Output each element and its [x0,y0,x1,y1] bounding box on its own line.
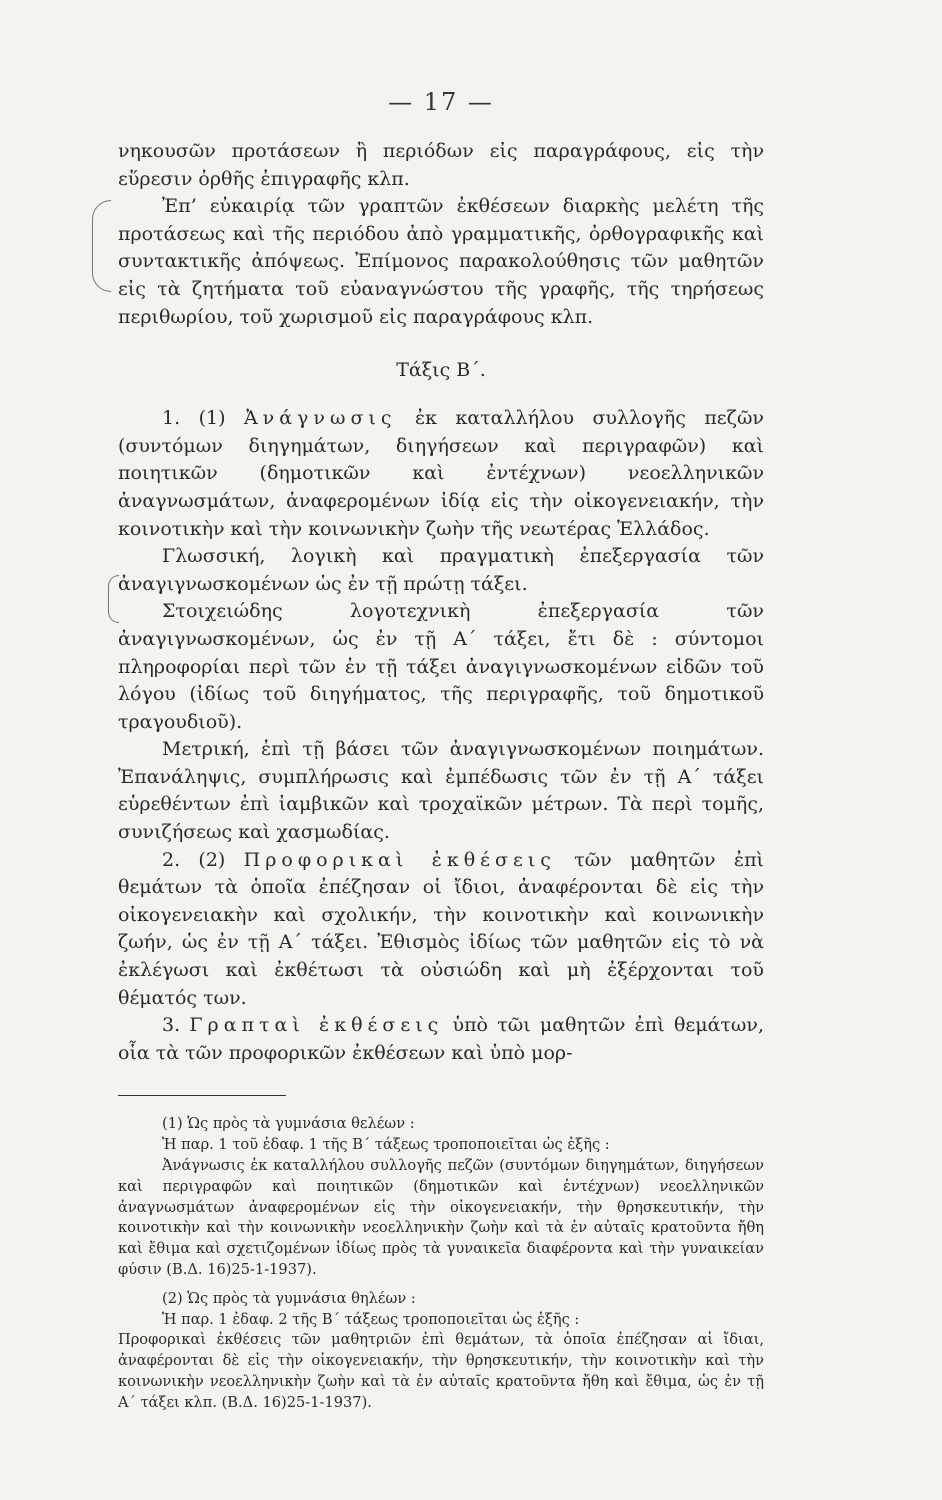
item-number: 1. (1) [162,407,226,430]
footnote-1-heading: (1) Ὡς πρὸς τὰ γυμνάσια θελέων : [162,1115,415,1133]
footnote-2-text: Προφορικαὶ ἐκθέσεις τῶν μαθητριῶν ἐπὶ θεμάτων, τὰ ὁποῖα ἐπέζησαν αἱ ἴδιαι, ἀναφέρονται δὲ εἰς τὴν οἰκογενειακήν, τὴν θρησκευτικήν, τὴν κοινοτικὴν καὶ τὴν κοινωνικὴν νεοελληνικὴν ζωὴν καὶ τὰ ἐν αὐταῖς κρατοῦντα ἤθη καὶ ἔθιμα, ὡς ἐν τῇ Α΄ τάξει κλπ. (Β.Δ. 16)25-1-1937). [118,1331,764,1411]
footnote-gap [118,1281,764,1289]
main-text [118,138,764,1067]
paragraph-written-essays: Ἐπ’ εὐκαιρίᾳ τῶν γραπτῶν ἐκθέσεων διαρκὴς μελέτη τῆς προτάσεως καὶ τῆς περιόδου ἀπὸ γραμματικῆς, ὀρθογραφικῆς καὶ συντακτικῆς ἀπόψεως. Ἐπίμονος παρακολούθησις τῶν μαθητῶν εἰς τὰ ζητήματα τοῦ εὐαναγνώστου τῆς γραφῆς, τῆς τηρήσεως περιθωρίου, τοῦ χωρισμοῦ εἰς παραγράφους κλπ. [118,195,764,328]
paragraph-reading [118,405,764,543]
paragraph-metrics: Μετρική, ἐπὶ τῇ βάσει τῶν ἀναγιγνωσκομένων ποιημάτων. Ἐπανάληψις, συμπλήρωσις καὶ ἐμπέδωσις τῶν ἐν τῇ Α΄ τάξει εὑρεθέντων ἐπὶ ἰαμβικῶν καὶ τροχαϊκῶν μέτρων. Τὰ περὶ τομῆς, συνιζήσεως καὶ χασμωδίας. [118,738,764,844]
paragraph-literary-processing: Στοιχειώδης λογοτεχνικὴ ἐπεξεργασία τῶν ἀναγιγνωσκομένων, ὡς ἐν τῇ Α΄ τάξει, ἔτι δὲ : σύντομοι πληροφορίαι περὶ τῶν ἐν τῇ τάξει ἀναγιγνωσκομένων εἰδῶν τοῦ λόγου (ἰδίως τοῦ διηγήματος, τῆς περιγραφῆς, τοῦ δημοτικοῦ τραγουδιοῦ). [118,600,764,733]
paragraph-continuation: νηκουσῶν προτάσεων ἢ περιόδων εἰς παραγράφους, εἰς τὴν εὕρεσιν ὀρθῆς ἐπιγραφῆς κλπ. [118,140,764,190]
margin-bracket-mark [92,200,111,292]
footnote-1-amendment: Ἡ παρ. 1 τοῦ ἐδαφ. 1 τῆς Β΄ τάξεως τροποποιεῖται ὡς ἑξῆς : [162,1136,610,1154]
footnotes [118,1114,764,1413]
paragraph-language-processing: Γλωσσική, λογικὴ καὶ πραγματικὴ ἐπεξεργασία τῶν ἀναγιγνωσκομένων ὡς ἐν τῇ πρώτῃ τάξει. [118,545,764,595]
item-text: ἐκ καταλλήλου συλλογῆς πεζῶν (συντόμων διηγημάτων, διηγήσεων καὶ περιγραφῶν) καὶ ποιητικῶν (δημοτικῶν καὶ ἐντέχνων) νεοελληνικῶν ἀναγνωσμάτων, ἀναφερομένων ἰδίᾳ εἰς τὴν οἰκογενειακήν, τὴν κοινοτικὴν καὶ τὴν κοινωνικὴν ζωὴν τῆς νεωτέρας Ἑλλάδος. [118,407,764,540]
item-heading: Γραπταὶ ἐκθέσεις [189,1014,444,1037]
book-page [118,88,764,1414]
footnote-divider [118,1095,286,1096]
item-number: 2. (2) [162,848,226,871]
item-text: τῶν μαθητῶν ἐπὶ θεμάτων τὰ ὁποῖα ἐπέζησαν οἱ ἴδιοι, ἀναφέρονται δὲ εἰς τὴν οἰκογενειακὴν καὶ σχολικήν, τὴν κοινοτικὴν καὶ κοινωνικὴν ζωήν, ὡς ἐν τῇ Α΄ τάξει. Ἐθισμὸς ἰδίως τῶν μαθητῶν εἰς τὸ νὰ ἐκλέγωσι καὶ ἐκθέτωσι τὰ οὐσιώδη καὶ μὴ ἐξέρχονται τοῦ θέματός των. [118,848,765,1009]
footnote-2-amendment: Ἡ παρ. 1 ἐδαφ. 2 τῆς Β΄ τάξεως τροποποιεῖται ὡς ἑξῆς : [162,1310,580,1328]
page-number: — 17 — [388,88,494,116]
paragraph-written-essays-item [118,1012,764,1067]
item-number: 3. [162,1014,181,1037]
item-heading: Προφορικαὶ ἐκθέσεις [243,848,556,871]
item-text: ὑπὸ τῶι μαθητῶν ἐπὶ θεμάτων, οἷα τὰ τῶν προφορικῶν ἐκθέσεων καὶ ὑπὸ μορ- [118,1014,765,1064]
footnote-2-heading: (2) Ὡς πρὸς τὰ γυμνάσια θηλέων : [162,1289,416,1307]
paragraph-oral-essays [118,847,764,1013]
section-title: Τάξις Β΄. [396,359,486,382]
footnote-1-text: Ἀνάγνωσις ἐκ καταλλήλου συλλογῆς πεζῶν (συντόμων διηγημάτων, διηγήσεων καὶ περιγραφῶν καὶ ποιητικῶν (δημοτικῶν καὶ ἐντέχνων) νεοελληνικῶν ἀναγνωσμάτων ἀναφερομένων εἰς τὴν οἰκογενειακήν, τὴν θρησκευτικήν, τὴν κοινοτικὴν καὶ τὴν κοινωνικὴν νεοελληνικὴν ζωὴν καὶ τὰ ἐν αὐταῖς κρατοῦντα ἤθη καὶ ἔθιμα καὶ σχετιζομένων ἰδίως πρὸς τὰ γυναικεῖα διαφέροντα καὶ τὴν γυναικείαν φύσιν (Β.Δ. 16)25-1-1937). [118,1157,764,1278]
item-heading: Ἀνάγνωσις [243,407,397,430]
